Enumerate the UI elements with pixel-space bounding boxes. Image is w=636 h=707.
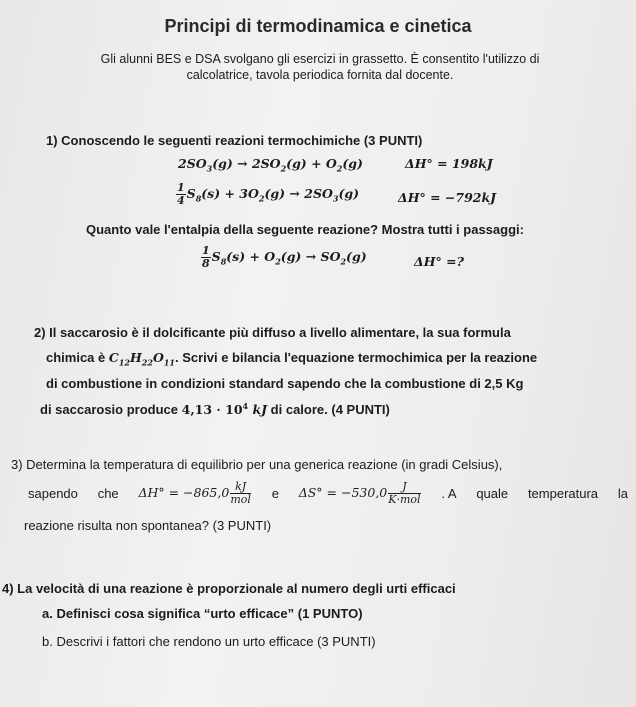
q2-value-exp: 4 [242, 401, 249, 411]
q1-frac2-num: 1 [202, 244, 210, 257]
q1-dh-3: ΔH° =? [414, 254, 464, 269]
q3-word-quale: quale [476, 486, 509, 501]
sucrose-formula: $C_{12}H_{22}O_{11}$ [108, 350, 175, 368]
q3-dh [138, 481, 251, 506]
q3-dh-unit-den: mol [230, 493, 251, 506]
q1-frac1-den: 4 [177, 194, 185, 207]
q3-word-la: la [617, 486, 628, 501]
q2-line-3: di combustione in condizioni standard sapendo che la combustione di 2,5 Kg [46, 376, 524, 391]
q2-line-2-prefix: chimica è [46, 350, 106, 365]
q3-ds-value: ΔS° = −530,0 [298, 485, 388, 500]
q1-dh-1: ΔH° = 198kJ [405, 156, 493, 171]
q3-ds [299, 481, 422, 506]
q3-word-che: che [97, 486, 119, 501]
q3-line-3: reazione risulta non spontanea? (3 PUNTI) [24, 518, 272, 533]
q3-line-1: 3) Determina la temperatura di equilibrio per una generica reazione (in gradi Celsius), [11, 457, 503, 472]
page-title: Principi di termodinamica e cinetica [164, 16, 472, 36]
q2-value-base: 4,13 · 10 [181, 402, 243, 418]
q1-question: Quanto vale l'entalpia della seguente reazione? Mostra tutti i passaggi: [86, 222, 524, 237]
q3-line-2 [28, 481, 628, 506]
q1-frac1-num: 1 [177, 181, 185, 194]
q1-target-reaction: $\frac{1}{8}$ $S_8(s) + O_2(g) \to SO_2(g)$ [202, 244, 367, 270]
q2-value [182, 402, 267, 417]
q3-dh-value: ΔH° = −865,0 [138, 485, 230, 500]
intro-line-2: calcolatrice, tavola periodica fornita dal docente. [186, 68, 454, 82]
q1-reaction-2: $\frac{1}{4}$ $S_8(s) + 3O_2(g) \to 2SO_3(g)$ [177, 181, 360, 207]
q2-line-4-prefix: di saccarosio produce [40, 402, 178, 418]
q2-unit: kJ [252, 402, 268, 418]
q4-heading: 4) La velocità di una reazione è proporzionale al numero degli urti efficaci [2, 581, 456, 596]
q1-dh-2: ΔH° = −792kJ [398, 190, 497, 205]
q3-ds-unit-num: J [388, 481, 420, 494]
q3-dh-unit-num: kJ [230, 481, 251, 494]
q3-word-e: e [271, 486, 279, 501]
q2-line-4 [40, 401, 390, 417]
q1-frac2-den: 8 [202, 257, 210, 270]
q1-heading: 1) Conoscendo le seguenti reazioni termochimiche (3 PUNTI) [46, 133, 423, 148]
q2-line-1: 2) Il saccarosio è il dolcificante più diffuso a livello alimentare, la sua formula [34, 325, 511, 340]
q1-reaction-1: $2SO_3(g) \to 2SO_2(g) + O_2(g)$ [178, 156, 363, 174]
q3-word-sapendo: sapendo [28, 486, 78, 501]
q2-line-4-suffix: di calore. (4 PUNTI) [270, 402, 390, 418]
q3-word-a: . A [441, 486, 457, 501]
q2-line-2 [46, 350, 537, 368]
q3-ds-unit-den: K·mol [388, 493, 421, 506]
intro-line-1: Gli alunni BES e DSA svolgano gli esercizi in grassetto. È consentito l'utilizzo di [100, 52, 540, 66]
q2-line-2-suffix: . Scrivi e bilancia l'equazione termochimica per la reazione [174, 350, 538, 365]
q4-item-b: b. Descrivi i fattori che rendono un urto efficace (3 PUNTI) [42, 634, 376, 649]
q4-item-a: a. Definisci cosa significa “urto efficace” (1 PUNTO) [42, 606, 363, 621]
q3-word-temperatura: temperatura [527, 486, 599, 501]
